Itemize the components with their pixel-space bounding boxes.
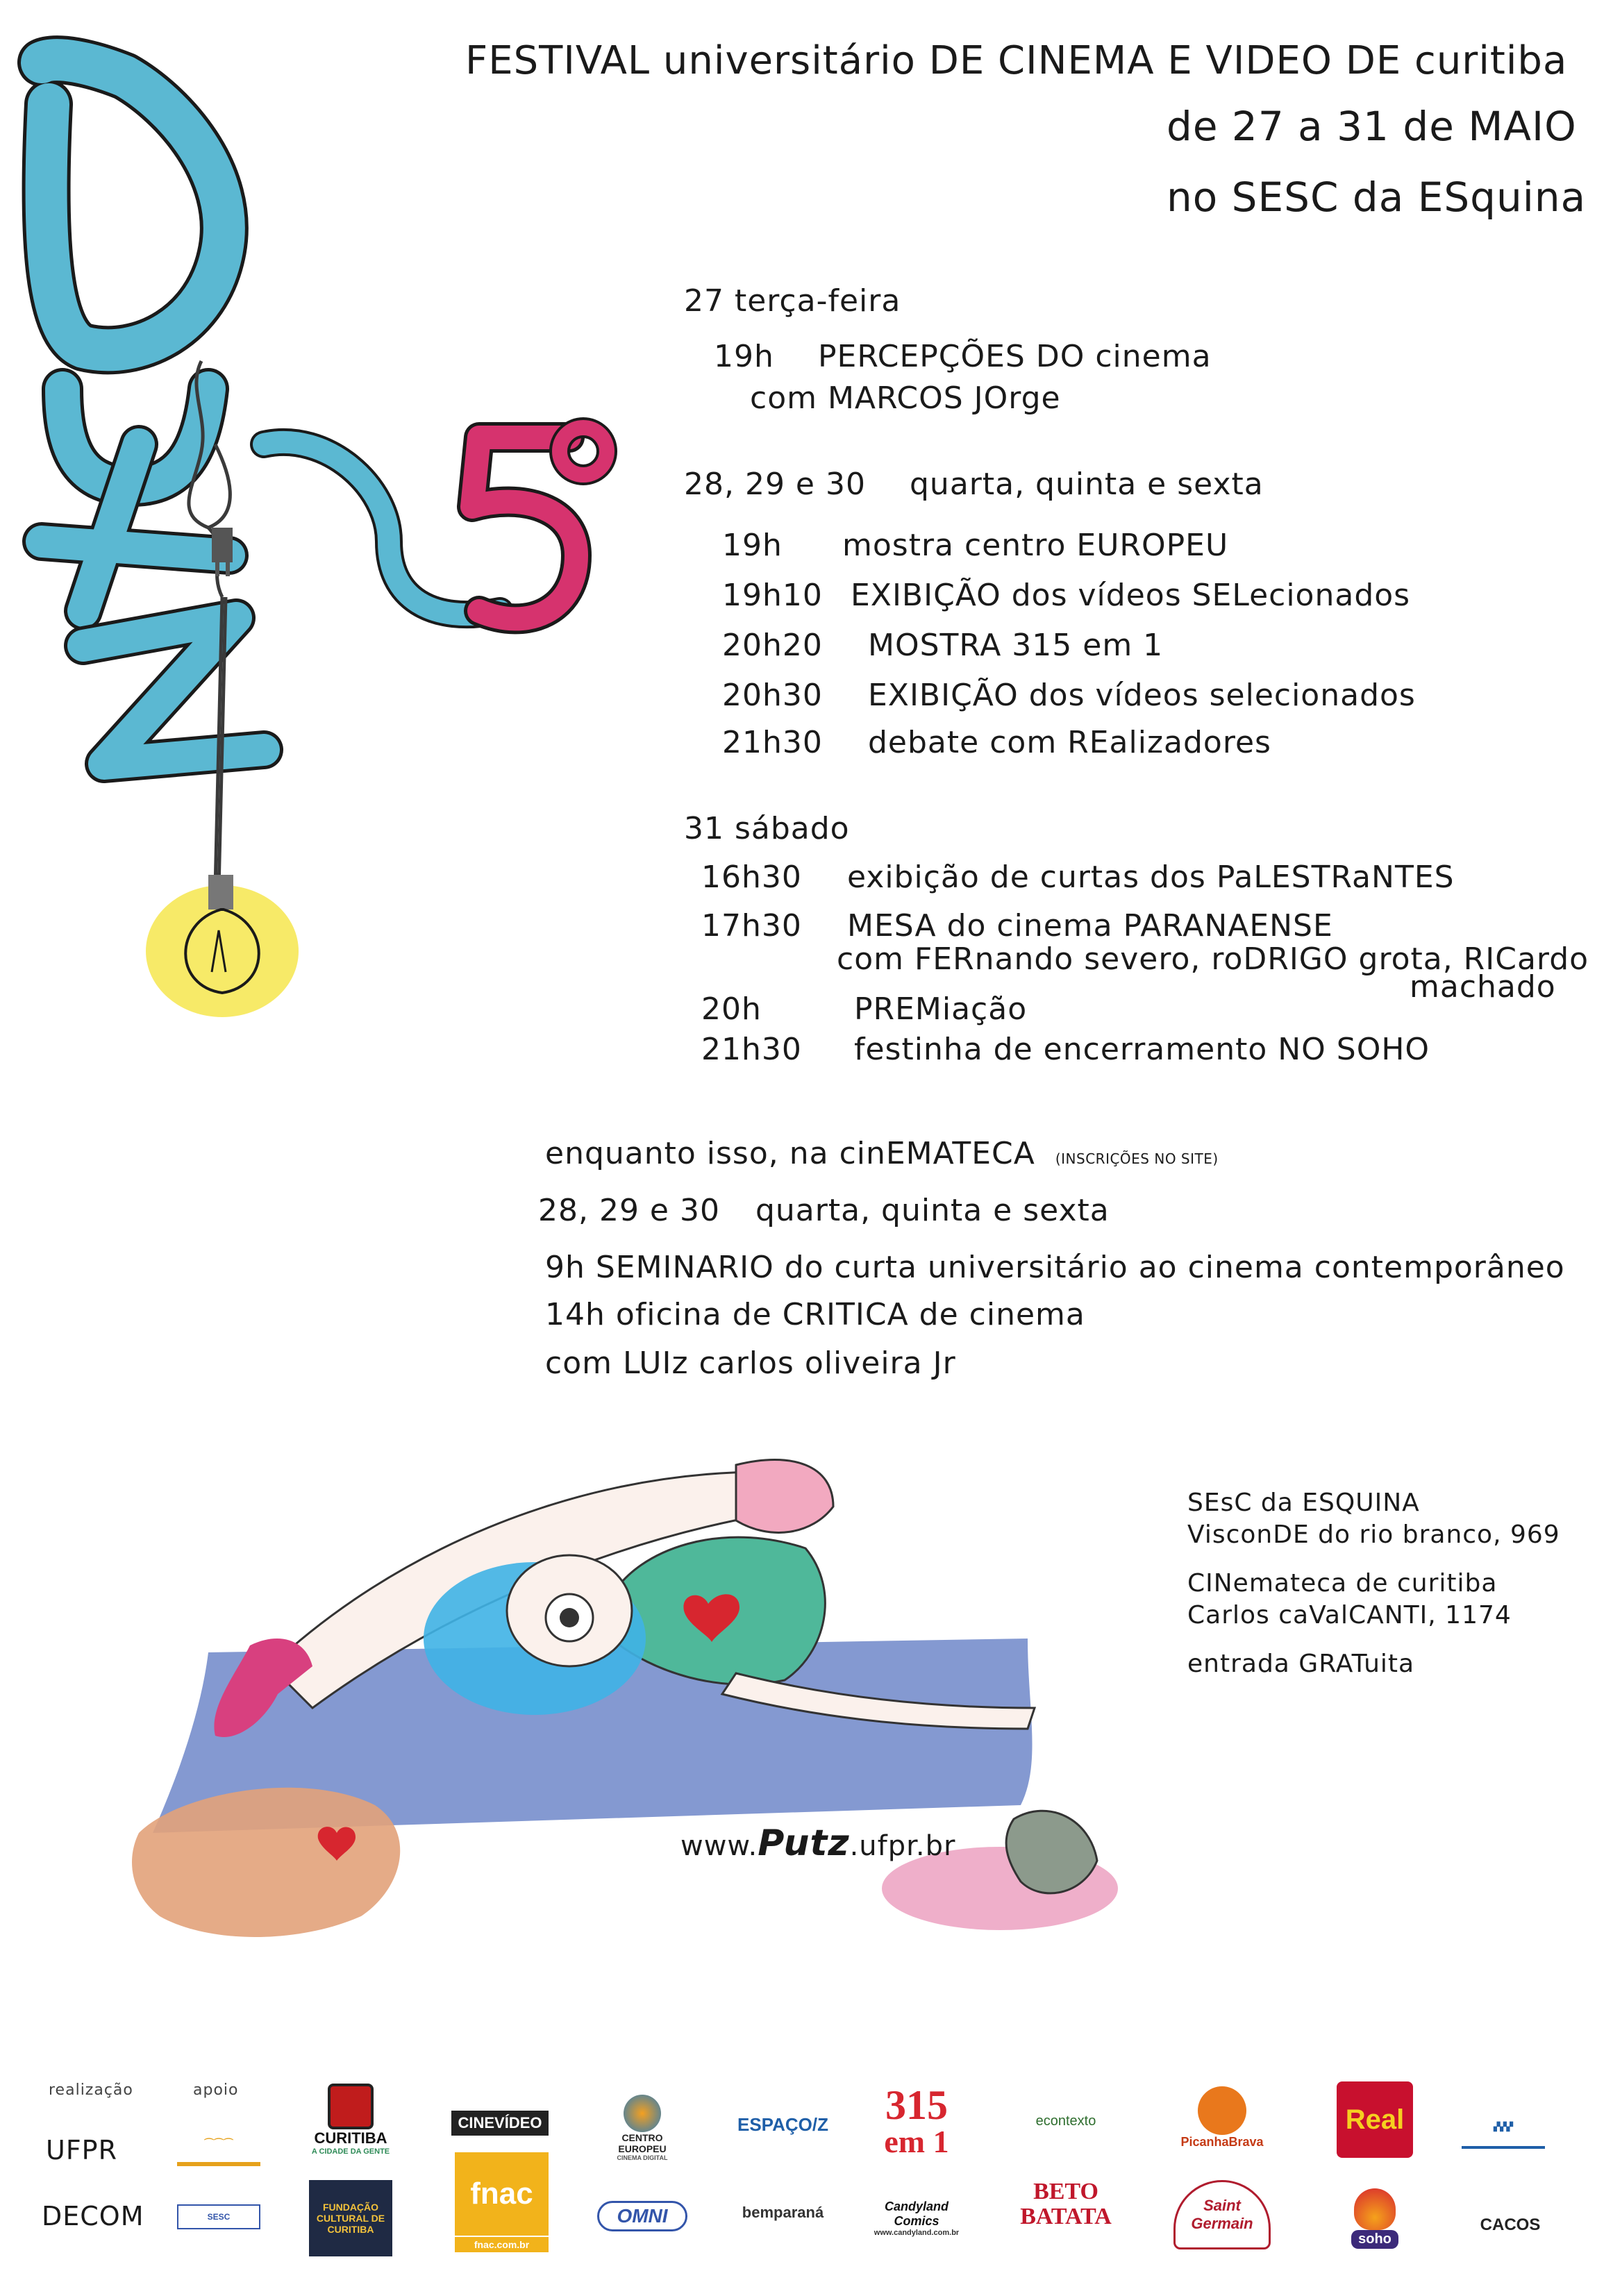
centro-europeu-logo xyxy=(601,2090,684,2166)
cinemateca-intro-text: enquanto isso, na cinEMATECA xyxy=(545,1136,1035,1171)
event-title: debate com REalizadores xyxy=(868,725,1271,760)
event-time: 21h30 xyxy=(722,725,823,760)
event-title: PERCEPÇÕES DO cinema xyxy=(818,339,1212,374)
picanhabrava-name: PicanhaBrava xyxy=(1180,2134,1264,2149)
event-time: 19h xyxy=(722,528,783,563)
cinemateca-days-names: quarta, quinta e sexta xyxy=(755,1193,1110,1228)
cinemateca-workshop: 14h oficina de CRITICA de cinema xyxy=(545,1297,1085,1332)
address-sesc-street: VisconDE do rio branco, 969 xyxy=(1187,1520,1560,1549)
event-title: EXIBIÇÃO dos vídeos selecionados xyxy=(868,678,1416,713)
cinemateca-days-numbers: 28, 29 e 30 xyxy=(538,1193,720,1228)
event-time: 16h30 xyxy=(701,860,802,895)
website-url[interactable] xyxy=(680,1822,955,1864)
website-suffix: .ufpr.br xyxy=(849,1830,956,1862)
candyland-logo xyxy=(864,2197,969,2239)
fifth-edition-mark xyxy=(472,428,607,619)
event-time: 20h xyxy=(701,991,762,1027)
address-free-entry: entrada GRATuita xyxy=(1187,1650,1415,1678)
apoio-label: apoio xyxy=(193,2081,239,2099)
day3-event-3 xyxy=(701,991,1027,1027)
cacos-logo: CACOS xyxy=(1480,2215,1541,2234)
event-title: festinha de encerramento NO SOHO xyxy=(854,1032,1430,1067)
address-block xyxy=(1187,1487,1560,1680)
day3-event-2-sub2: machado xyxy=(1410,969,1556,1005)
cinemateca-seminar: 9h SEMINARIO do curta universitário ao cinema contemporâneo xyxy=(545,1250,1565,1285)
espacoz-logo: ESPAÇO/Z xyxy=(737,2113,828,2135)
bull-icon xyxy=(1198,2086,1246,2135)
cinemateca-days xyxy=(538,1193,1110,1228)
centro-europeu-name: CENTRO EUROPEU xyxy=(618,2132,667,2154)
curitiba-name: CURITIBA xyxy=(314,2129,387,2147)
illustration xyxy=(125,1444,1167,1986)
website-brand: Putz xyxy=(758,1822,850,1864)
event-time: 17h30 xyxy=(701,908,802,944)
event-time: 21h30 xyxy=(701,1032,802,1067)
day3-event-2 xyxy=(701,908,1333,944)
event-title: MESA do cinema PARANAENSE xyxy=(847,908,1333,944)
fnac-logo: fnac xyxy=(455,2152,549,2236)
beto-batata-logo: BETO BATATA xyxy=(1020,2179,1112,2229)
curitiba-slogan: A CIDADE DA GENTE xyxy=(311,2147,390,2156)
315-number: 315 xyxy=(885,2082,948,2128)
festival-venue: no SESC da ESquina xyxy=(1167,174,1587,221)
putz-letters xyxy=(42,60,500,764)
315-em-1-logo xyxy=(864,2083,969,2159)
address-sesc-name: SEsC da ESQUINA xyxy=(1187,1489,1420,1517)
day2-event-4 xyxy=(722,678,1416,713)
event-title: PREMiação xyxy=(854,991,1028,1027)
day2-label: 28, 29 e 30 xyxy=(684,467,866,502)
curitiba-crest-icon xyxy=(328,2084,374,2129)
real-logo: Real xyxy=(1337,2081,1413,2158)
event-time: 19h xyxy=(714,339,774,374)
315-sub: em 1 xyxy=(884,2124,949,2159)
event-title: exibição de curtas dos PaLESTRaNTES xyxy=(847,860,1455,895)
fnac-site: fnac.com.br xyxy=(455,2237,549,2252)
candyland-site: www.candyland.com.br xyxy=(874,2229,960,2237)
day2-event-1 xyxy=(722,528,1228,563)
cinemateca-intro xyxy=(545,1136,1219,1171)
decom-logo: DECOM xyxy=(42,2201,144,2231)
omni-logo: OMNI xyxy=(597,2201,687,2231)
day3-label: 31 sábado xyxy=(684,811,850,846)
curitiba-logo xyxy=(302,2081,399,2158)
lightbulb-icon xyxy=(146,875,299,1017)
festival-title: FESTIVAL universitário DE CINEMA E VIDEO DE curitiba xyxy=(465,38,1568,83)
cinemateca-workshop-host: com LUIz carlos oliveira Jr xyxy=(545,1346,956,1381)
soho-logo xyxy=(1337,2180,1413,2256)
event-time: 20h30 xyxy=(722,678,823,713)
ufpr-logo: UFPR xyxy=(46,2135,117,2165)
website-prefix: www. xyxy=(680,1830,758,1862)
centro-europeu-sub: CINEMA DIGITAL xyxy=(617,2154,668,2161)
sesc-small-logo: SESC xyxy=(177,2204,260,2229)
event-title: EXIBIÇÃO dos vídeos SELecionados xyxy=(851,578,1411,613)
saint-germain-logo: Saint Germain xyxy=(1173,2180,1271,2249)
day1-label: 27 terça-feira xyxy=(684,283,901,319)
fundacao-cultural-logo: FUNDAÇÃO CULTURAL DE CURITIBA xyxy=(309,2180,392,2256)
event-time: 19h10 xyxy=(722,578,823,613)
picanhabrava-logo xyxy=(1167,2076,1278,2159)
putz-logo-art xyxy=(0,0,625,1041)
day2-weekdays: quarta, quinta e sexta xyxy=(910,467,1264,502)
dae-logo: ⌒⌒⌒ xyxy=(177,2125,260,2166)
girl-shorts xyxy=(736,1460,833,1533)
festival-dates: de 27 a 31 de MAIO xyxy=(1167,103,1577,150)
day2-event-2 xyxy=(722,578,1410,613)
day3-event-2-sub: com FERnando severo, roDRIGO grota, RICardo xyxy=(837,941,1589,977)
candyland-name: Candyland Comics xyxy=(884,2199,948,2228)
address-cinemateca-street: Carlos caValCANTI, 1174 xyxy=(1187,1601,1512,1629)
globe-icon xyxy=(624,2095,661,2132)
bemparana-logo: bemparaná xyxy=(742,2204,824,2221)
realizacao-label: realização xyxy=(49,2081,133,2099)
flame-icon xyxy=(1354,2188,1396,2230)
day2-event-5 xyxy=(722,725,1271,760)
day3-event-4 xyxy=(701,1032,1430,1067)
cinevideo-logo: CINEVÍDEO xyxy=(451,2111,549,2136)
econtexto-logo: econtexto xyxy=(1035,2113,1096,2129)
event-title: MOSTRA 315 em 1 xyxy=(868,628,1164,663)
bird-icon xyxy=(1006,1811,1097,1893)
cinemateca-note: (INSCRIÇÕES NO SITE) xyxy=(1055,1150,1219,1167)
soho-name: soho xyxy=(1351,2230,1398,2249)
address-cinemateca-name: CINemateca de curitiba xyxy=(1187,1569,1498,1598)
event-time: 20h20 xyxy=(722,628,823,663)
day3-event-1 xyxy=(701,860,1455,895)
day1-event-1 xyxy=(714,339,1212,374)
fabrica-logo: ▞▞▞ xyxy=(1462,2107,1545,2149)
event-title: mostra centro EUROPEU xyxy=(842,528,1229,563)
day1-event-1-sub: com MARCOS JOrge xyxy=(750,380,1061,416)
day2-event-3 xyxy=(722,628,1163,663)
